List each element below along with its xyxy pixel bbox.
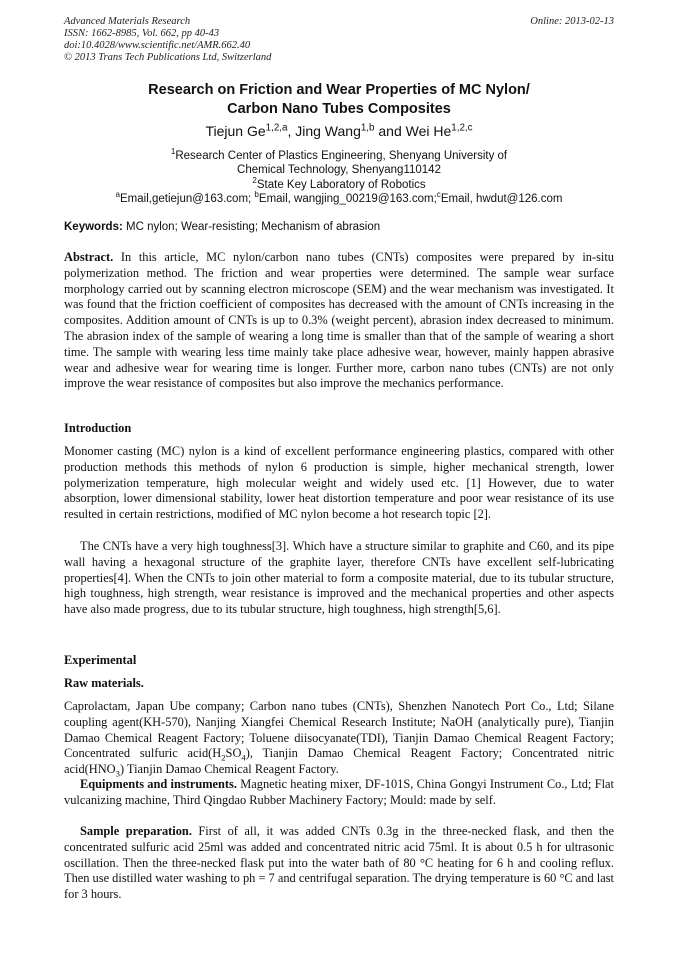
keywords-line bbox=[64, 221, 380, 233]
doi-line: doi:10.4028/www.scientific.net/AMR.662.40 bbox=[64, 40, 251, 51]
affiliation-text: Chemical Technology, Shenyang110142 bbox=[237, 164, 441, 176]
journal-header bbox=[64, 16, 271, 64]
author-superscript: 1,2,a bbox=[265, 122, 288, 134]
email-superscript: b bbox=[254, 190, 259, 200]
email-superscript: c bbox=[436, 190, 441, 200]
keywords-text: MC nylon; Wear-resisting; Mechanism of abrasion bbox=[122, 221, 381, 233]
intro-paragraph-2: The CNTs have a very high toughness[3]. Which have a structure similar to graphite and C60, and its pipe wall having a hexagonal structure of the graphite layer, therefore CNTs have excellent self-lubricating properties[4]. When the CNTs to join other material to form a composite material, due to its tubular structure, high toughness, high strength, wear resistance is improved and the mechanical properties and other aspects have also made progress, due to its tubular structure, high toughness, high strength[5,6]. bbox=[64, 539, 614, 617]
title-line-1: Research on Friction and Wear Properties of MC Nylon/ bbox=[148, 82, 530, 98]
email-text: Email,getiejun@163.com; bbox=[120, 193, 255, 205]
title-line-2: Carbon Nano Tubes Composites bbox=[227, 101, 451, 117]
author-superscript: 1,2,c bbox=[451, 122, 473, 134]
section-heading-experimental: Experimental bbox=[64, 653, 137, 667]
sample-preparation-paragraph bbox=[64, 824, 614, 903]
email-superscript: a bbox=[115, 190, 121, 200]
author-name: Wei He bbox=[405, 123, 452, 139]
affiliation-1 bbox=[64, 149, 614, 177]
raw-materials-text: ), Tianjin Damao Chemical Reagent Factory; Concentrated nitric acid(HNO bbox=[64, 746, 615, 777]
raw-materials-text: ) Tianjin Damao Chemical Reagent Factory. bbox=[119, 762, 339, 777]
equipment-label: Equipments and instruments. bbox=[80, 777, 237, 791]
intro-paragraph-1: Monomer casting (MC) nylon is a kind of excellent performance engineering plastics, compared with other production methods this methods of nylon 6 production is simple, higher mechanical strength, lower polymerization temperature, high molecular weight and widely used etc. [1] However, due to water absorption, lower dimensional stability, lower heat distortion temperature and poor wear resistance of its use resulted in certain restrictions, modified of MC nylon become a hot research topic [2]. bbox=[64, 444, 614, 522]
journal-name: Advanced Materials Research bbox=[64, 16, 191, 27]
affiliation-text: Research Center of Plastics Engineering, Shenyang University of bbox=[175, 150, 508, 162]
author-list bbox=[64, 123, 614, 139]
copyright-line: © 2013 Trans Tech Publications Ltd, Switzerland bbox=[64, 52, 272, 63]
raw-materials-text: Caprolactam, Japan Ube company; Carbon nano tubes (CNTs), Shenzhen Nanotech Port Co., Ltd; Silane coupling agent(KH-570), Nanjing Xiangfei Chemical Research Institute; NaOH (analytically pure), Tianjin Damao Chemical Reagent Factory; Toluene diisocyanate(TDI), Tianjin Damao Chemical Reagent Factory; Concentrated sulfuric acid(H bbox=[64, 699, 614, 761]
section-heading-introduction: Introduction bbox=[64, 421, 132, 435]
subscript: 4 bbox=[241, 752, 246, 763]
author-separator: and bbox=[374, 123, 406, 139]
raw-materials-paragraph bbox=[64, 699, 614, 778]
subheading-raw-materials: Raw materials. bbox=[64, 676, 144, 690]
affiliation-superscript: 1 bbox=[170, 147, 176, 157]
subscript: 3 bbox=[115, 768, 120, 779]
equipment-text: Magnetic heating mixer, DF-101S, China Gongyi Instrument Co., Ltd; Flat vulcanizing machine, Third Qingdao Rubber Machinery Factory; Mould: made by self. bbox=[64, 777, 614, 807]
affiliation-2 bbox=[64, 178, 614, 192]
keywords-label: Keywords: bbox=[64, 221, 123, 233]
affiliation-superscript: 2 bbox=[252, 176, 257, 186]
subscript: 2 bbox=[221, 752, 226, 763]
raw-materials-text: SO bbox=[225, 746, 242, 761]
abstract-paragraph bbox=[64, 250, 614, 392]
affiliation-text: State Key Laboratory of Robotics bbox=[256, 179, 426, 191]
abstract-label: Abstract. bbox=[64, 250, 114, 264]
equipment-paragraph bbox=[64, 777, 614, 809]
author-name: Tiejun Ge bbox=[205, 123, 266, 139]
author-name: Jing Wang bbox=[295, 123, 361, 139]
author-separator: , bbox=[287, 123, 296, 139]
email-text: Email, wangjing_00219@163.com; bbox=[258, 193, 437, 205]
sample-preparation-label: Sample preparation. bbox=[80, 824, 192, 838]
sample-preparation-text: First of all, it was added CNTs 0.3g in the three-necked flask, and then the concentrated sulfuric acid 25ml was added and concentrated nitric acid 75ml. It is about 0.5 h for ultrasonic oscillation. Then the three-necked flask put into the water bath of 80 °C heating for 6 h and cooling reflux. Then use distilled water washing to ph = 7 and centrifugal separation. The drying temperature is 60 °C and last for 3 hours. bbox=[64, 824, 614, 902]
issn-line: ISSN: 1662-8985, Vol. 662, pp 40-43 bbox=[64, 28, 220, 39]
paper-title bbox=[64, 81, 614, 119]
email-text: Email, hwdut@126.com bbox=[440, 193, 563, 205]
email-line bbox=[64, 192, 614, 206]
author-superscript: 1,b bbox=[360, 122, 375, 134]
online-date: Online: 2013-02-13 bbox=[530, 16, 614, 27]
abstract-text: In this article, MC nylon/carbon nano tubes (CNTs) composites were prepared by in-situ polymerization method. The friction and wear properties were determined. The sample wear surface morphology carried out by scanning electron microscope (SEM) and the wear mechanism was investigated. It was found that the friction coefficient of composites has decreased with the amount of CNTs increasing in the composites. Addition amount of CNTs is up to 0.3% (weight percent), abrasion index decreased to minimum. The abrasion index of the sample of wearing a long time is smaller than that of the sample of wearing a short time. The sample with wearing less time mainly take place adhesive wear, however, mainly happen abrasive wear and adhesive wear for wearing time is longer. Further more, carbon nano tubes (CNTs) are not only improve the wear resistance of composites but also improve the mechanics performance. bbox=[64, 250, 614, 391]
